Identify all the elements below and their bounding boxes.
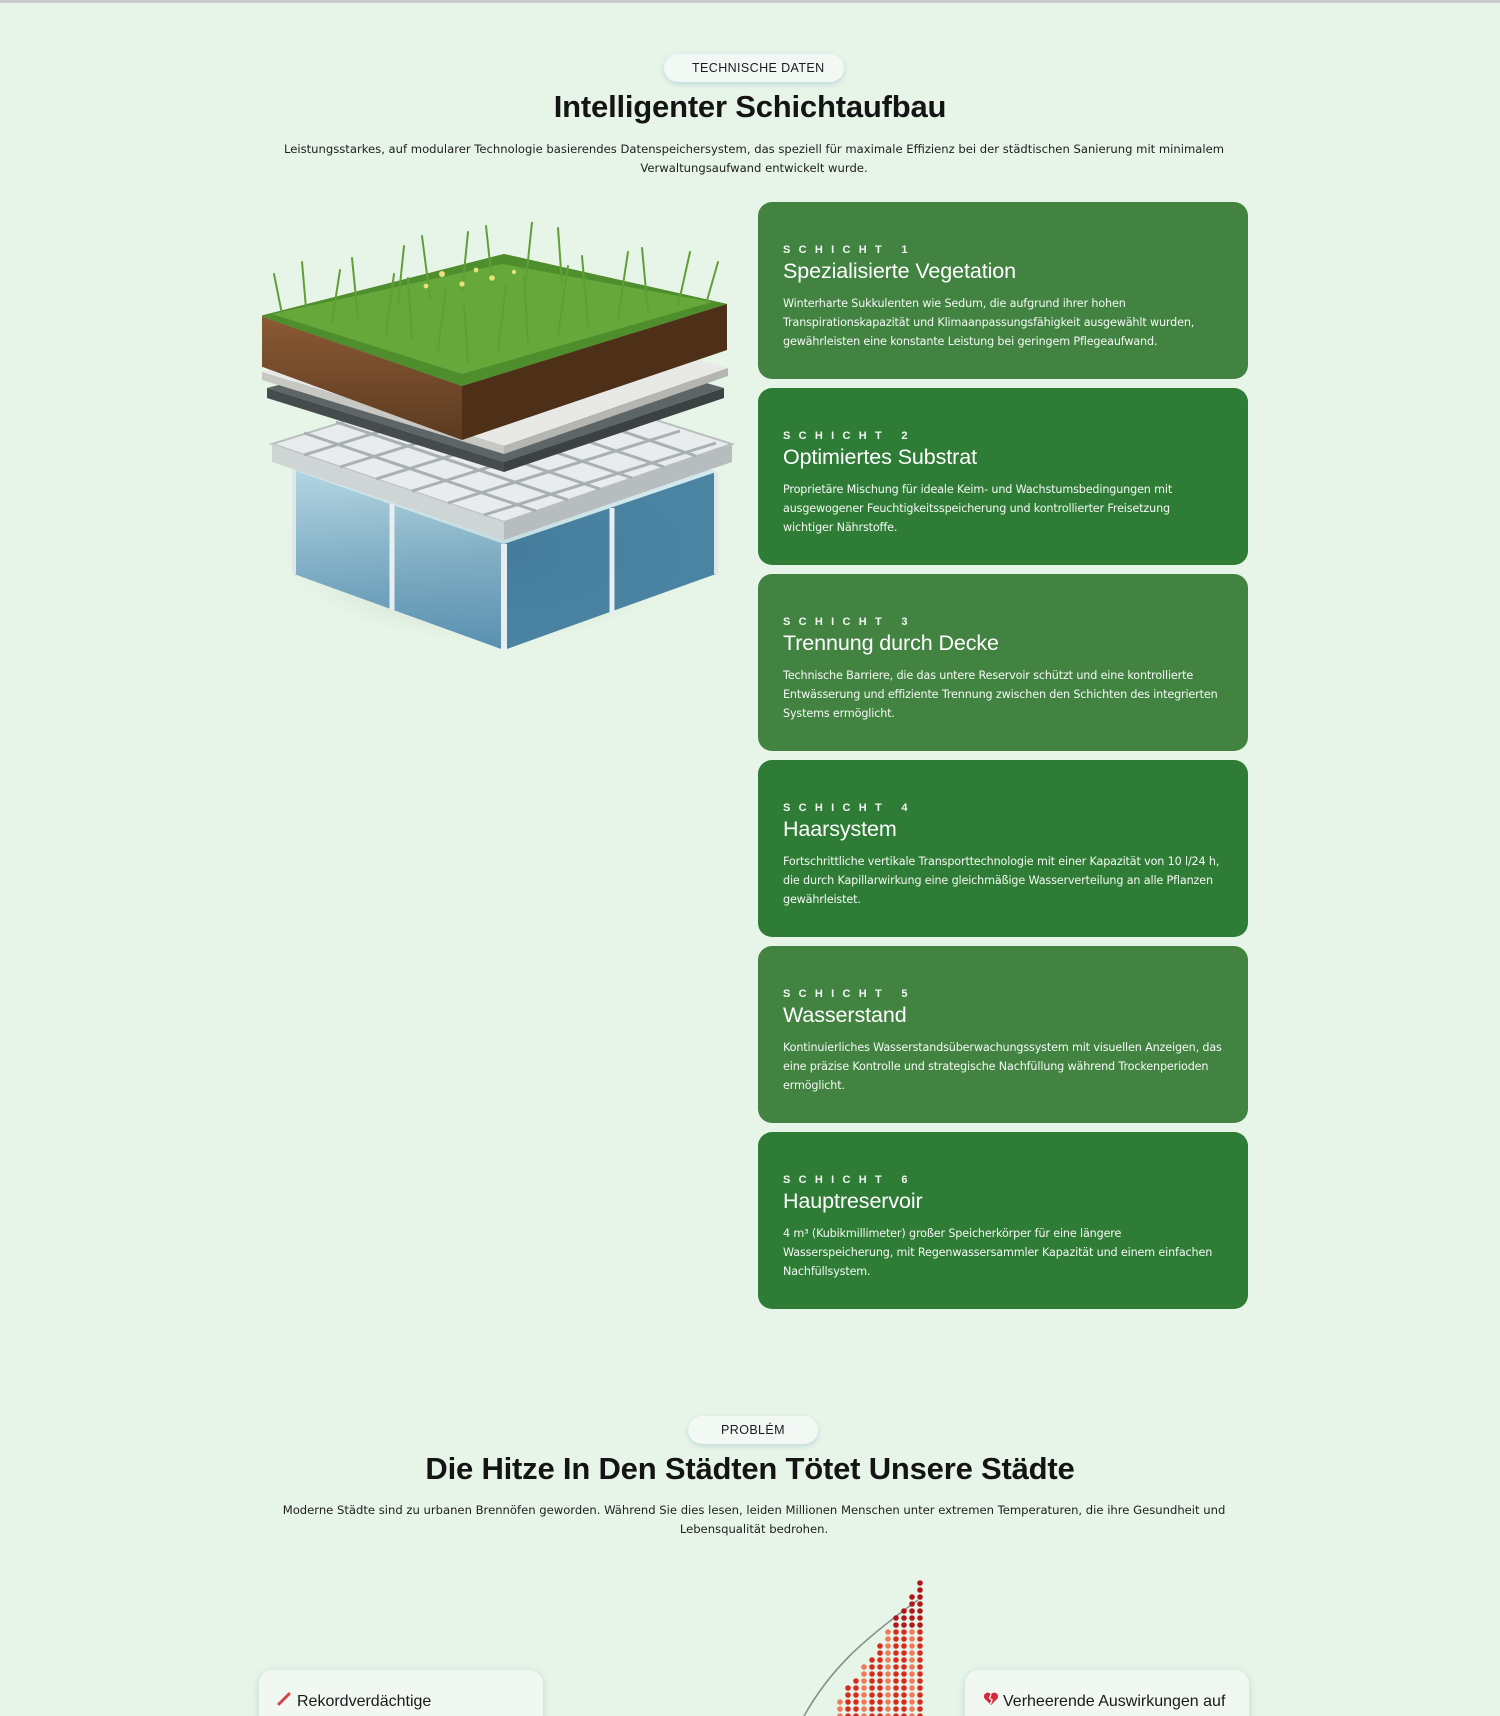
heat-dot xyxy=(917,1601,923,1607)
heat-dot-chart xyxy=(790,1570,940,1716)
heat-dot xyxy=(861,1664,867,1670)
layer-card-title: Hauptreservoir xyxy=(783,1189,923,1213)
heat-dot xyxy=(901,1629,907,1635)
heat-dot xyxy=(877,1685,883,1691)
heat-dot xyxy=(901,1608,907,1614)
heat-dot xyxy=(885,1657,891,1663)
layer-card-eyebrow: SCHICHT 3 xyxy=(783,616,916,628)
heat-dot xyxy=(909,1671,915,1677)
heat-dot xyxy=(853,1685,859,1691)
heat-dot xyxy=(901,1664,907,1670)
heat-dot xyxy=(877,1650,883,1656)
heat-dot xyxy=(845,1692,851,1698)
heat-dot xyxy=(885,1636,891,1642)
heat-dot xyxy=(917,1629,923,1635)
heat-dot xyxy=(909,1629,915,1635)
layer-card-eyebrow: SCHICHT 6 xyxy=(783,1174,916,1186)
heat-dot xyxy=(877,1671,883,1677)
heat-dot xyxy=(909,1692,915,1698)
heat-dot xyxy=(893,1699,899,1705)
heat-dot xyxy=(861,1692,867,1698)
heat-dot xyxy=(877,1643,883,1649)
layer-card-title: Optimiertes Substrat xyxy=(783,445,977,469)
heat-dot xyxy=(877,1692,883,1698)
heat-dot xyxy=(861,1678,867,1684)
layer-card-title: Trennung durch Decke xyxy=(783,631,999,655)
section-eyebrow-tech: TECHNISCHE DATEN xyxy=(664,54,844,82)
heat-dot xyxy=(917,1587,923,1593)
heat-dot xyxy=(909,1601,915,1607)
section-title-problem: Die Hitze In Den Städten Tötet Unsere Städte xyxy=(425,1451,1075,1486)
layer-card-description: Technische Barriere, die das untere Reservoir schützt und eine kontrollierte Entwässerung und effiziente Trennung zwischen den Schichten des integrierten Systems ermöglicht. xyxy=(783,669,1218,720)
heat-dot xyxy=(869,1671,875,1677)
layer-card-description: Proprietäre Mischung für ideale Keim- und Wachstumsbedingungen mit ausgewogener Feuchtigkeitsspeicherung und kontrollierter Freisetzung wichtiger Nährstoffe. xyxy=(783,483,1173,534)
layer-card-title: Spezialisierte Vegetation xyxy=(783,259,1016,283)
problem-card-impact xyxy=(965,1670,1249,1716)
problem-card-records xyxy=(259,1670,543,1716)
layer-card-2 xyxy=(758,388,1248,565)
thermometer-icon xyxy=(277,1692,293,1711)
heat-dot xyxy=(909,1608,915,1614)
heat-dot xyxy=(837,1699,843,1705)
section-eyebrow-problem: PROBLÉM xyxy=(688,1416,818,1444)
heat-dot xyxy=(861,1706,867,1712)
layer-card-6 xyxy=(758,1132,1248,1309)
layer-card-description: 4 m³ (Kubikmillimeter) großer Speicherkörper für eine längere Wasserspeicherung, mit Regenwassersammler Kapazität und einem einfachen Nachfüllsystem. xyxy=(783,1227,1213,1278)
heat-dot xyxy=(869,1685,875,1691)
problem-card-impact-label: Verheerende Auswirkungen auf xyxy=(1003,1693,1226,1710)
heat-dot xyxy=(909,1643,915,1649)
heat-dot xyxy=(893,1692,899,1698)
heat-dot xyxy=(885,1664,891,1670)
layer-card-5 xyxy=(758,946,1248,1123)
layer-card-eyebrow: SCHICHT 5 xyxy=(783,988,916,1000)
layer-card-4 xyxy=(758,760,1248,937)
problem-card-records-label: Rekordverdächtige xyxy=(297,1693,432,1710)
heat-dot xyxy=(917,1608,923,1614)
heat-dot xyxy=(909,1615,915,1621)
heat-dot xyxy=(885,1643,891,1649)
heat-dot xyxy=(901,1685,907,1691)
heat-dot xyxy=(893,1671,899,1677)
layer-card-eyebrow: SCHICHT 1 xyxy=(783,244,916,256)
heat-trend-curve xyxy=(804,1600,918,1716)
heat-dot xyxy=(853,1699,859,1705)
section-title-tech: Intelligenter Schichtaufbau xyxy=(553,89,947,124)
heat-dot xyxy=(869,1678,875,1684)
heat-dot xyxy=(893,1706,899,1712)
heat-dot xyxy=(877,1699,883,1705)
heat-dot xyxy=(901,1671,907,1677)
heat-dot xyxy=(917,1685,923,1691)
heat-dot xyxy=(893,1664,899,1670)
heat-dot xyxy=(901,1643,907,1649)
heat-dot xyxy=(861,1685,867,1691)
heat-dot xyxy=(901,1678,907,1684)
heat-dot xyxy=(917,1699,923,1705)
layer-card-eyebrow: SCHICHT 2 xyxy=(783,430,916,442)
heat-dot xyxy=(909,1594,915,1600)
heat-dot xyxy=(877,1657,883,1663)
heat-dot xyxy=(917,1692,923,1698)
layer-card-title: Wasserstand xyxy=(783,1003,907,1027)
heat-dot xyxy=(885,1685,891,1691)
heat-dot xyxy=(893,1615,899,1621)
heat-dot xyxy=(893,1643,899,1649)
heat-dot xyxy=(909,1622,915,1628)
heat-dot xyxy=(885,1706,891,1712)
heat-dot xyxy=(845,1685,851,1691)
heat-dot xyxy=(861,1699,867,1705)
heat-dot xyxy=(917,1643,923,1649)
heat-dot xyxy=(877,1678,883,1684)
heat-dot xyxy=(901,1636,907,1642)
heat-dot xyxy=(893,1685,899,1691)
heat-dot xyxy=(845,1699,851,1705)
layer-card-3 xyxy=(758,574,1248,751)
heat-dot xyxy=(917,1706,923,1712)
heat-dot xyxy=(901,1706,907,1712)
heat-dot xyxy=(837,1706,843,1712)
heat-dot xyxy=(909,1685,915,1691)
heat-dot xyxy=(909,1636,915,1642)
heat-dot xyxy=(917,1636,923,1642)
heat-dot xyxy=(917,1594,923,1600)
heat-dot xyxy=(869,1706,875,1712)
heat-dot xyxy=(917,1678,923,1684)
heat-dot xyxy=(901,1692,907,1698)
heat-dot xyxy=(901,1699,907,1705)
heat-dot xyxy=(909,1664,915,1670)
heat-dot xyxy=(893,1650,899,1656)
heat-dot xyxy=(853,1706,859,1712)
heat-dot xyxy=(909,1657,915,1663)
heat-dot xyxy=(901,1650,907,1656)
heat-dot xyxy=(901,1622,907,1628)
broken-heart-icon xyxy=(983,1692,999,1711)
layer-card-description: Kontinuierliches Wasserstandsüberwachungssystem mit visuellen Anzeigen, das eine präzise Kontrolle und strategische Nachfüllung während Trockenperioden ermöglicht. xyxy=(783,1041,1222,1092)
heat-dot xyxy=(845,1706,851,1712)
heat-dot xyxy=(893,1636,899,1642)
heat-dot xyxy=(853,1678,859,1684)
section-intro-tech: Leistungsstarkes, auf modularer Technologie basierendes Datenspeichersystem, das speziell für maximale Effizienz bei der städtischen Sanierung mit minimalem Verwaltungsaufwand entwickelt wurde. xyxy=(283,142,1225,175)
layer-card-title: Haarsystem xyxy=(783,817,897,841)
heat-dot xyxy=(901,1657,907,1663)
heat-dot xyxy=(917,1650,923,1656)
layer-card-description: Winterharte Sukkulenten wie Sedum, die aufgrund ihrer hohen Transpirationskapazität und Klimaanpassungsfähigkeit ausgewählt wurden, gewährleisten eine konstante Leistung bei geringem Pflegeaufwand. xyxy=(783,297,1195,348)
heat-dot xyxy=(909,1678,915,1684)
top-divider xyxy=(0,0,1500,3)
heat-dot xyxy=(885,1671,891,1677)
heat-dot xyxy=(909,1706,915,1712)
heat-dot xyxy=(877,1664,883,1670)
section-intro-problem: Moderne Städte sind zu urbanen Brennöfen geworden. Während Sie dies lesen, leiden Millionen Menschen unter extremen Temperaturen, die ihre Gesundheit und Lebensqualität bedrohen. xyxy=(282,1503,1226,1536)
heat-dot xyxy=(893,1678,899,1684)
heat-dot xyxy=(869,1699,875,1705)
heat-dot xyxy=(861,1671,867,1677)
heat-dot xyxy=(901,1615,907,1621)
layer-card-description: Fortschrittliche vertikale Transporttechnologie mit einer Kapazität von 10 l/24 h, die durch Kapillarwirkung eine gleichmäßige Wasserverteilung an alle Pflanzen gewährleistet. xyxy=(783,855,1220,906)
heat-dot xyxy=(869,1692,875,1698)
heat-dot xyxy=(893,1622,899,1628)
heat-dot xyxy=(869,1664,875,1670)
heat-dot xyxy=(917,1580,923,1586)
heat-dot xyxy=(893,1657,899,1663)
heat-dot xyxy=(877,1706,883,1712)
heat-dot xyxy=(869,1657,875,1663)
heat-dot xyxy=(885,1699,891,1705)
heat-dot xyxy=(917,1615,923,1621)
heat-dot xyxy=(917,1671,923,1677)
heat-dot xyxy=(917,1664,923,1670)
heat-dot xyxy=(885,1678,891,1684)
heat-dot xyxy=(909,1699,915,1705)
heat-dot xyxy=(853,1692,859,1698)
heat-dot xyxy=(885,1650,891,1656)
layer-card-eyebrow: SCHICHT 4 xyxy=(783,802,916,814)
heat-dot xyxy=(885,1629,891,1635)
heat-dot xyxy=(917,1622,923,1628)
heat-dot xyxy=(909,1650,915,1656)
heat-dot xyxy=(917,1657,923,1663)
heat-dot xyxy=(885,1692,891,1698)
layer-card-1 xyxy=(758,202,1248,379)
heat-dot xyxy=(893,1629,899,1635)
layer-stack-illustration xyxy=(262,222,742,662)
